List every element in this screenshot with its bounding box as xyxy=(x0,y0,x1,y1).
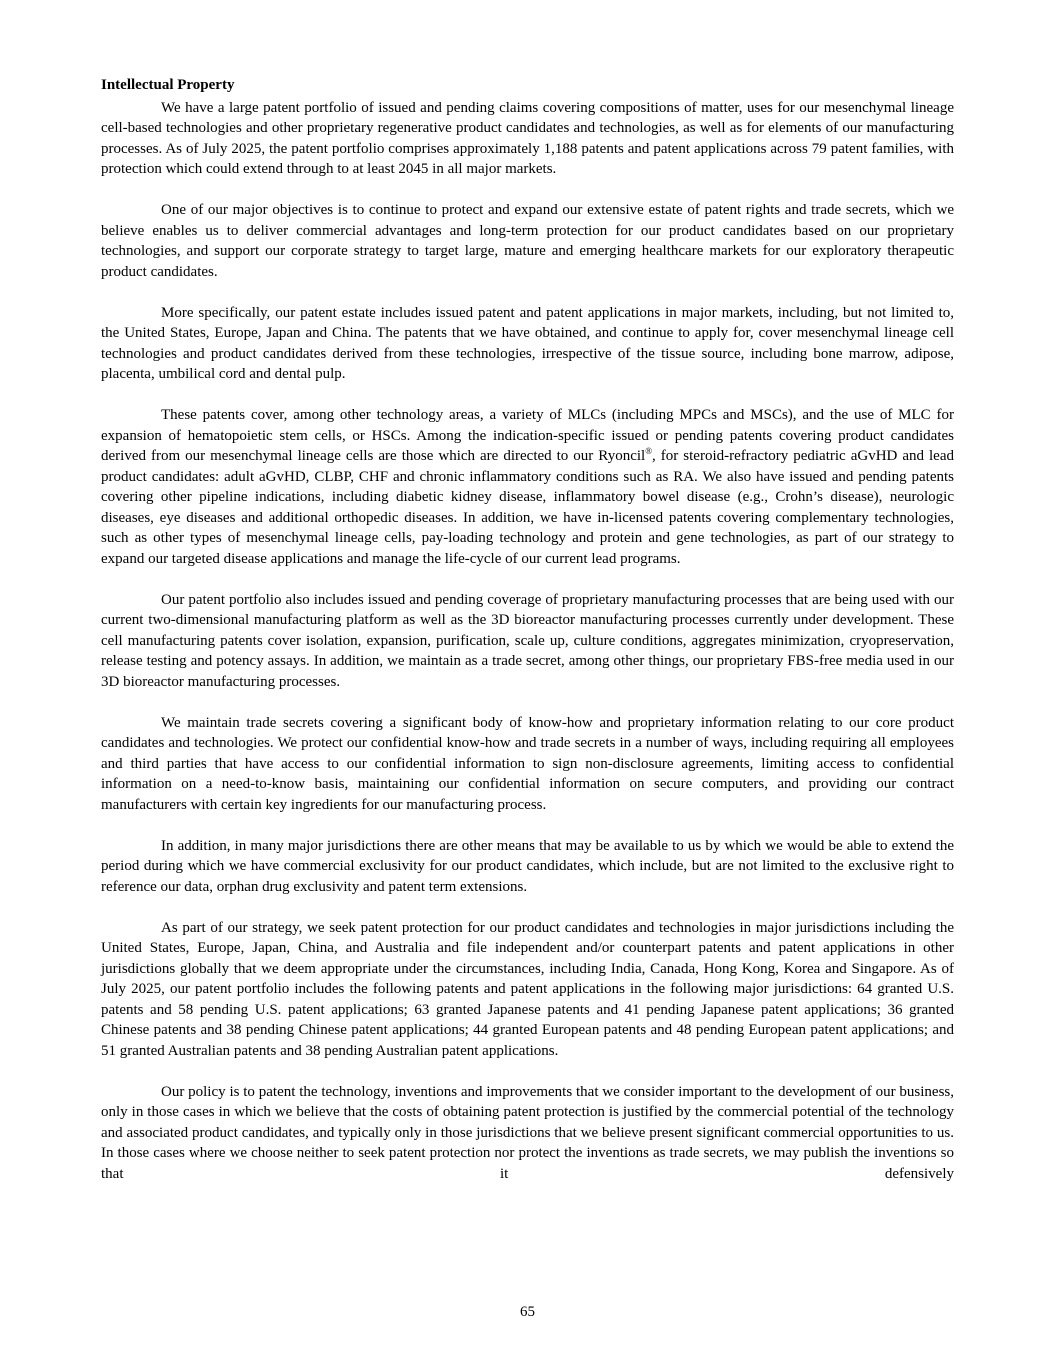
paragraph: Our policy is to patent the technology, inventions and improvements that we consider important to the development of our business, only in those cases in which we believe that the costs of obtaining patent protection is justified by the commercial potential of the technology and associated product candidates, and typically only in those jurisdictions that we believe present significant commercial opportunities to us. In those cases where we choose neither to seek patent protection nor protect the inventions as trade secrets, we may publish the inventions so that it defensively xyxy=(101,1083,954,1182)
paragraph: In addition, in many major jurisdictions there are other means that may be available to us by which we would be able to extend the period during which we have commercial exclusivity for our product candidates, which include, but are not limited to the exclusive right to reference our data, orphan drug exclusivity and patent term extensions. xyxy=(101,837,954,895)
paragraph-text: These patents cover, among other technology areas, a variety of MLCs (including MPCs and MSCs), and the use of MLC for expansion of hematopoietic stem cells, or HSCs. Among the indication-specific issued or pending patents covering product candidates derived from our mesenchymal lineage cells are those which are directed to our Ryoncil xyxy=(101,407,954,464)
section-heading: Intellectual Property xyxy=(101,77,235,93)
paragraph xyxy=(101,405,954,569)
page-number: 65 xyxy=(520,1304,535,1320)
paragraph: We have a large patent portfolio of issued and pending claims covering compositions of matter, uses for our mesenchymal lineage cell-based technologies and other proprietary regenerative product candidates and technologies, as well as for elements of our manufacturing processes. As of July 2025, the patent portfolio comprises approximately 1,188 patents and patent applications across 79 patent families, with protection which could extend through to at least 2045 in all major markets. xyxy=(101,99,954,177)
paragraph-text: , for steroid-refractory pediatric aGvHD and lead product candidates: adult aGvHD, CLBP, CHF and chronic inflammatory conditions such as RA. We also have issued and pending patents covering other pipeline indications, including diabetic kidney disease, inflammatory bowel disease (e.g., Crohn’s disease), neurologic diseases, eye diseases and additional orthopedic diseases. In addition, we have in-licensed patents covering complementary technologies, such as other types of mesenchymal lineage cells, pay-loading technology and protein and gene technologies, as part of our strategy to expand our targeted disease applications and manage the life-cycle of our current lead programs. xyxy=(101,448,954,567)
paragraph: More specifically, our patent estate includes issued patent and patent applications in major markets, including, but not limited to, the United States, Europe, Japan and China. The patents that we have obtained, and continue to apply for, cover mesenchymal lineage cell technologies and product candidates derived from these technologies, irrespective of the tissue source, including bone marrow, adipose, placenta, umbilical cord and dental pulp. xyxy=(101,304,954,382)
document-page xyxy=(101,75,954,1184)
paragraph: We maintain trade secrets covering a significant body of know-how and proprietary information relating to our core product candidates and technologies. We protect our confidential know-how and trade secrets in a number of ways, including requiring all employees and third parties that have access to our confidential information to sign non-disclosure agreements, limiting access to confidential information on a need-to-know basis, maintaining our confidential information on secure computers, and providing our contract manufacturers with certain key ingredients for our manufacturing process. xyxy=(101,714,954,813)
paragraph: As part of our strategy, we seek patent protection for our product candidates and technologies in major jurisdictions including the United States, Europe, Japan, China, and Australia and file independent and/or counterpart patents and patent applications in other jurisdictions globally that we deem appropriate under the circumstances, including India, Canada, Hong Kong, Korea and Singapore. As of July 2025, our patent portfolio includes the following patents and patent applications in the following major jurisdictions: 64 granted U.S. patents and 58 pending U.S. patent applications; 63 granted Japanese patents and 41 pending Japanese patent applications; 36 granted Chinese patents and 38 pending Chinese patent applications; 44 granted European patents and 48 pending European patent applications; and 51 granted Australian patents and 38 pending Australian patent applications. xyxy=(101,919,954,1059)
registered-mark: ® xyxy=(645,446,653,456)
paragraph: One of our major objectives is to continue to protect and expand our extensive estate of patent rights and trade secrets, which we believe enables us to deliver commercial advantages and long-term protection for our product candidates based on our proprietary technologies, and support our corporate strategy to target large, mature and emerging healthcare markets for our exploratory therapeutic product candidates. xyxy=(101,202,954,280)
paragraph: Our patent portfolio also includes issued and pending coverage of proprietary manufacturing processes that are being used with our current two-dimensional manufacturing platform as well as the 3D bioreactor manufacturing processes currently under development. These cell manufacturing patents cover isolation, expansion, purification, scale up, culture conditions, aggregates minimization, cryopreservation, release testing and potency assays. In addition, we maintain as a trade secret, among other things, our proprietary FBS-free media used in our 3D bioreactor manufacturing processes. xyxy=(101,591,954,690)
